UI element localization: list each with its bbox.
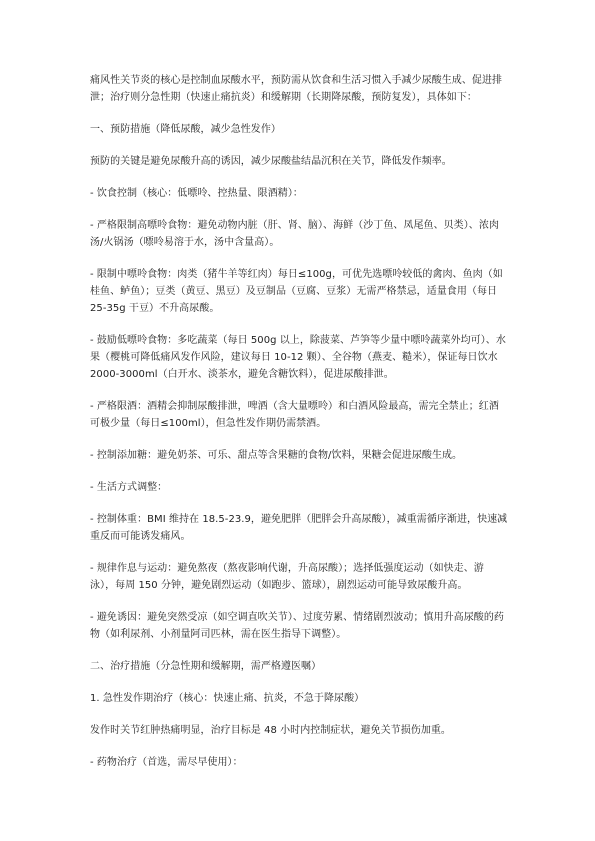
list-item-diet-control: - 饮食控制（核心：低嘌呤、控热量、限酒精）： <box>90 188 303 199</box>
list-item-low-purine: - 鼓励低嘌呤食物：多吃蔬菜（每日 500g 以上，除菠菜、芦笋等少量中嘌呤蔬菜外均可）、水果（樱桃可降低痛风发作风险，建议每日 10-12 颗）、全谷物（燕麦、糙米），保证每日饮水 2000-3000ml（白开水、淡茶水，避免含糖饮料），促进尿酸排泄。 <box>90 335 506 380</box>
list-item-lifestyle: - 生活方式调整： <box>90 482 168 493</box>
list-item-high-purine: - 严格限制高嘌呤食物：避免动物内脏（肝、肾、脑）、海鲜（沙丁鱼、凤尾鱼、贝类）、浓肉汤/火锅汤（嘌呤易溶于水，汤中含量高）。 <box>90 220 499 248</box>
list-item-avoid-triggers: - 避免诱因：避免突然受凉（如空调直吹关节）、过度劳累、情绪剧烈波动；慎用升高尿酸的药物（如利尿剂、小剂量阿司匹林，需在医生指导下调整）。 <box>90 612 504 640</box>
subheading-acute-phase: 1. 急性发作期治疗（核心：快速止痛、抗炎，不急于降尿酸） <box>90 693 365 704</box>
list-item-limit-alcohol: - 严格限酒：酒精会抑制尿酸排泄，啤酒（含大量嘌呤）和白酒风险最高，需完全禁止；红酒可极少量（每日≤100ml），但急性发作期仍需禁酒。 <box>90 401 499 429</box>
document-body <box>90 72 508 786</box>
section-heading-prevention: 一、预防措施（降低尿酸，减少急性发作） <box>90 124 281 135</box>
prevention-summary: 预防的关键是避免尿酸升高的诱因，减少尿酸盐结晶沉积在关节，降低发作频率。 <box>90 156 452 167</box>
intro-paragraph: 痛风性关节炎的核心是控制血尿酸水平，预防需从饮食和生活习惯入手减少尿酸生成、促进排泄；治疗则分急性期（快速止痛抗炎）和缓解期（长期降尿酸，预防复发），具体如下： <box>90 75 503 103</box>
list-item-routine-exercise: - 规律作息与运动：避免熬夜（熬夜影响代谢，升高尿酸）；选择低强度运动（如快走、游泳），每周 150 分钟，避免剧烈运动（如跑步、篮球），剧烈运动可能导致尿酸升高。 <box>90 563 484 591</box>
list-item-medium-purine: - 限制中嘌呤食物：肉类（猪牛羊等红肉）每日≤100g，可优先选嘌呤较低的禽肉、鱼肉（如桂鱼、鲈鱼）；豆类（黄豆、黑豆）及豆制品（豆腐、豆浆）无需严格禁忌，适量食用（每日 25-35g 干豆）不升高尿酸。 <box>90 269 503 314</box>
acute-phase-summary: 发作时关节红肿热痛明显，治疗目标是 48 小时内控制症状，避免关节损伤加重。 <box>90 725 451 736</box>
list-item-weight: - 控制体重：BMI 维持在 18.5-23.9，避免肥胖（肥胖会升高尿酸），减重需循序渐进，快速减重反而可能诱发痛风。 <box>90 514 508 542</box>
section-heading-treatment: 二、治疗措施（分急性期和缓解期，需严格遵医嘱） <box>90 661 322 672</box>
list-item-added-sugar: - 控制添加糖：避免奶茶、可乐、甜点等含果糖的食物/饮料，果糖会促进尿酸生成。 <box>90 450 463 461</box>
list-item-drug-treatment: - 药物治疗（首选，需尽早使用）： <box>90 757 243 768</box>
